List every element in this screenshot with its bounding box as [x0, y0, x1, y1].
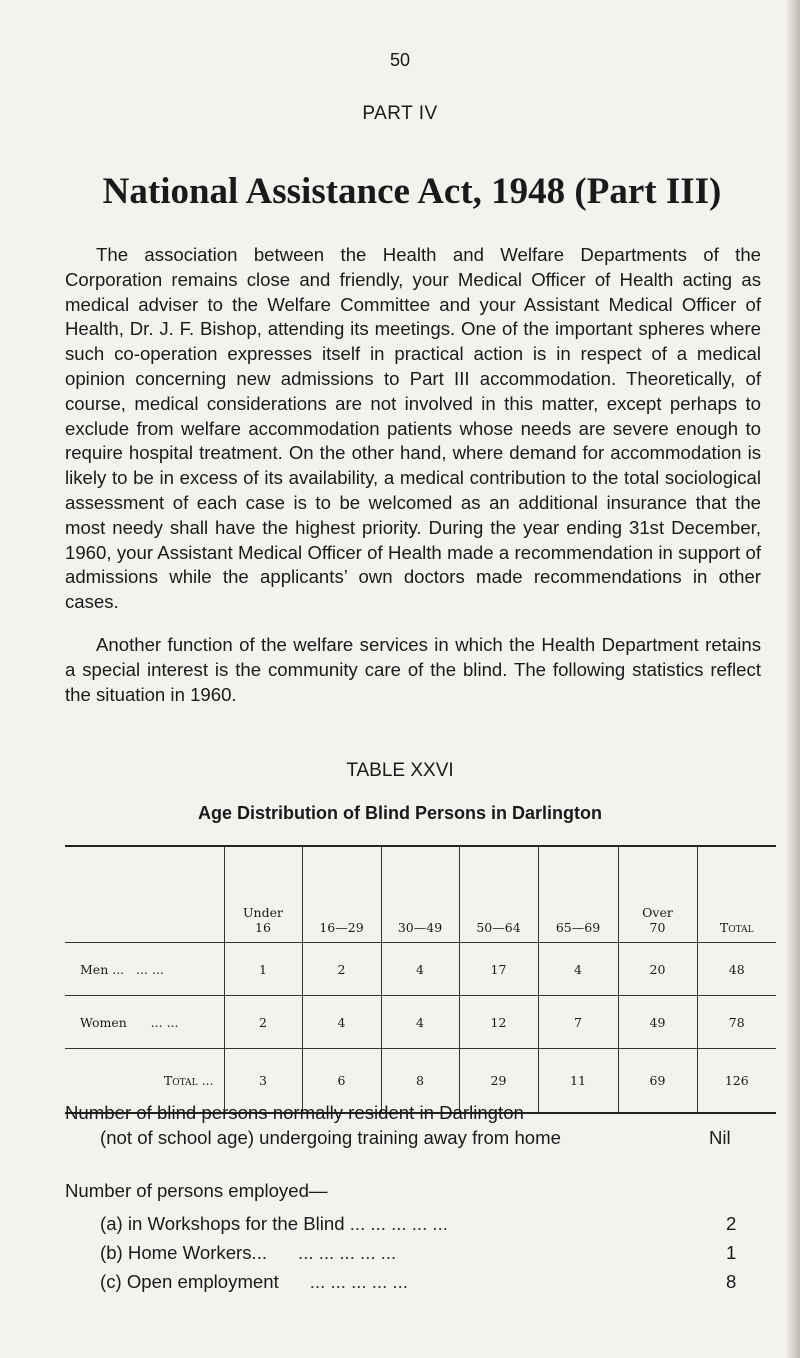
table-cell: 3 — [224, 1049, 302, 1114]
header-blank — [65, 846, 224, 943]
page-edge-shadow — [786, 0, 800, 1358]
table-cell: 48 — [697, 943, 776, 996]
table-cell: 12 — [459, 996, 538, 1049]
row-label-men: Men ... ... ... — [65, 943, 224, 996]
employment-value-open: 8 — [726, 1271, 737, 1292]
header-total: Total — [697, 846, 776, 943]
table-cell: 1 — [224, 943, 302, 996]
row-label-women: Women ... ... — [65, 996, 224, 1049]
part-heading: PART IV — [362, 103, 438, 124]
table-cell: 8 — [381, 1049, 459, 1114]
table-cell: 20 — [618, 943, 697, 996]
table-cell: 2 — [224, 996, 302, 1049]
table-cell: 4 — [302, 996, 381, 1049]
row-label-total: Total ... — [65, 1049, 224, 1114]
page-title: National Assistance Act, 1948 (Part III) — [102, 171, 722, 212]
table-cell: 78 — [697, 996, 776, 1049]
header-65-69: 65—69 — [538, 846, 618, 943]
header-30-49: 30—49 — [381, 846, 459, 943]
employment-heading: Number of persons employed— — [65, 1180, 328, 1201]
training-line-1: Number of blind persons normally resident in Darlington — [65, 1102, 524, 1123]
table-cell: 17 — [459, 943, 538, 996]
table-cell: 7 — [538, 996, 618, 1049]
table-cell: 4 — [381, 996, 459, 1049]
header-over-70: Over 70 — [618, 846, 697, 943]
paragraph-blind-care: Another function of the welfare services in which the Health Department retains a special interest is the community care of the blind. The following statistics reflect the situation in 1960. — [65, 634, 761, 705]
paragraph-health-welfare: The association between the Health and Welfare Departments of the Corporation remains close and friendly, your Medical Officer of Health acting as medical adviser to the Welfare Committee and your Assistant Medical Officer of Health, Dr. J. F. Bishop, attending its meetings. One of the important spheres where such co-operation expresses itself in practical action is in respect of a medical opinion concerning new admissions to Part III accommodation. Theoretically, of course, medical considerations are not involved in this matter, except perhaps to exclude from welfare accommodation patients whose needs are severe enough to require hospital treatment. On the other hand, where demand for accommodation is likely to be in excess of its availability, a medical contribution to the total sociological assessment of each case is to be welcomed as an additional insurance that the most needy shall have the highest priority. During the year ending 31st December, 1960, your Assistant Medical Officer of Health made a recommendation in support of admissions while the applicants’ own doctors made recommendations in other cases. — [65, 244, 761, 613]
table-header-row — [65, 846, 776, 943]
page-number: 50 — [389, 50, 411, 70]
employment-item-open: (c) Open employment ... ... ... ... ... — [100, 1271, 408, 1292]
table-row — [65, 943, 776, 996]
table-cell: 6 — [302, 1049, 381, 1114]
table-cell: 4 — [381, 943, 459, 996]
table-cell: 29 — [459, 1049, 538, 1114]
employment-value-home-workers: 1 — [726, 1242, 737, 1263]
table-caption: TABLE XXVI — [346, 760, 454, 781]
header-50-64: 50—64 — [459, 846, 538, 943]
table-cell: 49 — [618, 996, 697, 1049]
header-under-16: Under 16 — [224, 846, 302, 943]
table-row — [65, 996, 776, 1049]
employment-item-home-workers: (b) Home Workers... ... ... ... ... ... — [100, 1242, 397, 1263]
header-16-29: 16—29 — [302, 846, 381, 943]
table-cell: 69 — [618, 1049, 697, 1114]
table-subtitle: Age Distribution of Blind Persons in Darlington — [198, 803, 602, 823]
table-cell: 126 — [697, 1049, 776, 1114]
table-cell: 4 — [538, 943, 618, 996]
blind-persons-age-table — [65, 845, 776, 1114]
table-cell: 11 — [538, 1049, 618, 1114]
employment-item-workshops: (a) in Workshops for the Blind ... ... ... ... ... — [100, 1213, 448, 1234]
training-line-2: (not of school age) undergoing training away from home — [100, 1127, 561, 1148]
training-value: Nil — [709, 1127, 731, 1148]
employment-value-workshops: 2 — [726, 1213, 737, 1234]
table-cell: 2 — [302, 943, 381, 996]
